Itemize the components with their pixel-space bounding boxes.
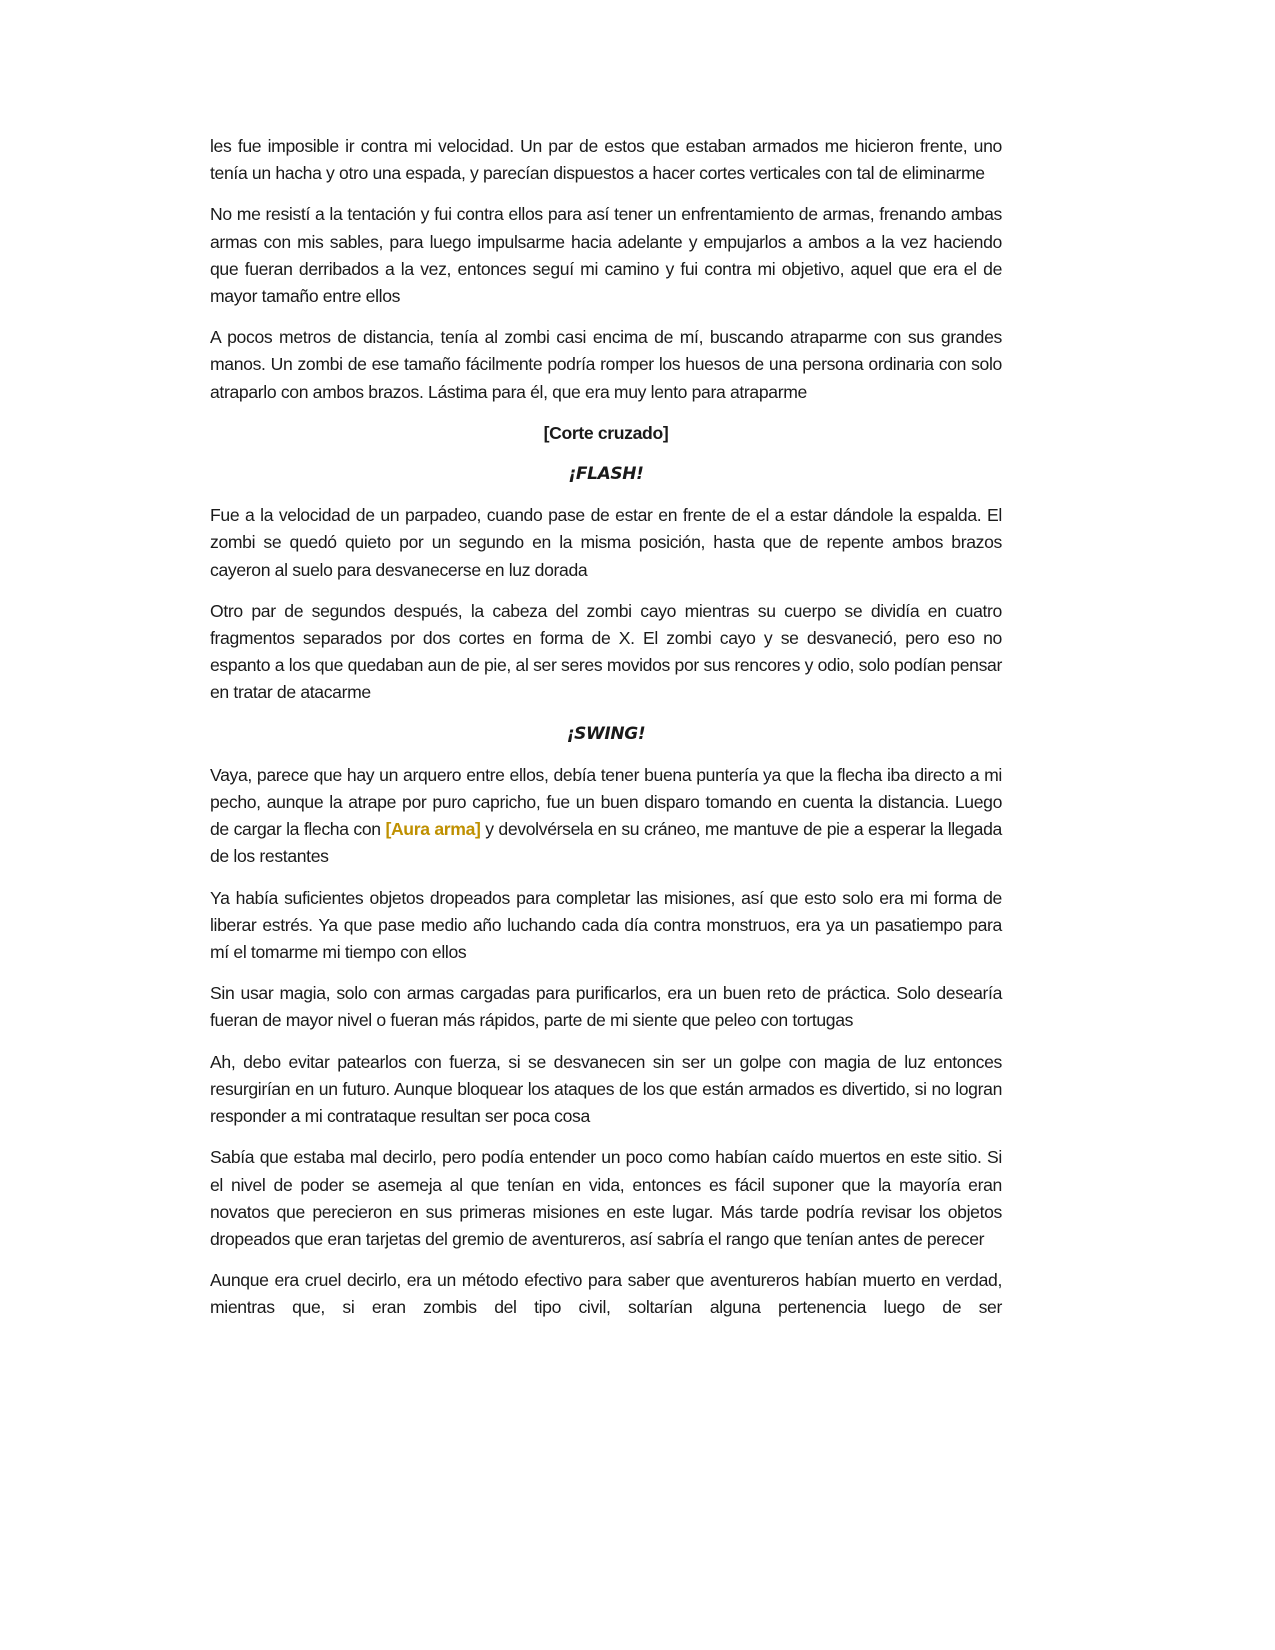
- skill-name: [Aura arma]: [385, 819, 481, 840]
- paragraph-text: y devolvérsela en su cráneo, me mantuve de pie a esperar la llegada de los restantes: [210, 819, 1002, 867]
- paragraph: Fue a la velocidad de un parpadeo, cuando pase de estar en frente de el a estar dándole la espalda. El zombi se quedó quieto por un segundo en la misma posición, hasta que de repente ambos brazos cayeron al suelo para desvanecerse en luz dorada: [210, 505, 1002, 580]
- paragraph: les fue imposible ir contra mi velocidad. Un par de estos que estaban armados me hicieron frente, uno tenía un hacha y otro una espada, y parecían dispuestos a hacer cortes verticales con tal de eliminarme: [210, 136, 1002, 184]
- paragraph: Sabía que estaba mal decirlo, pero podía entender un poco como habían caído muertos en este sitio. Si el nivel de poder se asemeja al que tenían en vida, entonces es fácil suponer que la mayoría eran novatos que perecieron en sus primeras misiones en este lugar. Más tarde podría revisar los objetos dropeados que eran tarjetas del gremio de aventureros, así sabría el rango que tenían antes de perecer: [210, 1147, 1002, 1249]
- skill-heading: [Corte cruzado]: [543, 422, 669, 443]
- paragraph: Aunque era cruel decirlo, era un método efectivo para saber que aventureros habían muerto en verdad, mientras que, si eran zombis del tipo civil, soltarían alguna pertenencia luego de ser: [210, 1270, 1002, 1318]
- paragraph: [210, 762, 1002, 871]
- sound-effect: ¡SWING!: [566, 723, 646, 744]
- paragraph: Sin usar magia, solo con armas cargadas para purificarlos, era un buen reto de práctica. Solo desearía fueran de mayor nivel o fueran más rápidos, parte de mi siente que peleo con tortugas: [210, 983, 1002, 1031]
- document-page: [210, 133, 1002, 1336]
- sound-effect: ¡FLASH!: [568, 464, 644, 485]
- paragraph: A pocos metros de distancia, tenía al zombi casi encima de mí, buscando atraparme con sus grandes manos. Un zombi de ese tamaño fácilmente podría romper los huesos de una persona ordinaria con solo atraparlo con ambos brazos. Lástima para él, que era muy lento para atraparme: [210, 327, 1002, 402]
- paragraph: Otro par de segundos después, la cabeza del zombi cayo mientras su cuerpo se dividía en cuatro fragmentos separados por dos cortes en forma de X. El zombi cayo y se desvaneció, pero eso no espanto a los que quedaban aun de pie, al ser seres movidos por sus rencores y odio, solo podían pensar en tratar de atacarme: [210, 600, 1002, 703]
- paragraph: Ah, debo evitar patearlos con fuerza, si se desvanecen sin ser un golpe con magia de luz entonces resurgirían en un futuro. Aunque bloquear los ataques de los que están armados es divertido, si no logran responder a mi contrataque resultan ser poca cosa: [210, 1051, 1002, 1127]
- paragraph: No me resistí a la tentación y fui contra ellos para así tener un enfrentamiento de armas, frenando ambas armas con mis sables, para luego impulsarme hacia adelante y empujarlos a ambos a la vez haciendo que fueran derribados a la vez, entonces seguí mi camino y fui contra mi objetivo, aquel que era el de mayor tamaño entre ellos: [210, 204, 1002, 307]
- paragraph-text: Vaya, parece que hay un arquero entre ellos, debía tener buena puntería ya que la flecha iba directo a mi pecho, aunque la atrape por puro capricho, fue un buen disparo tomando en cuenta la distancia. Luego de cargar la flecha con: [210, 764, 1002, 840]
- paragraph: Ya había suficientes objetos dropeados para completar las misiones, así que esto solo era mi forma de liberar estrés. Ya que pase medio año luchando cada día contra monstruos, era ya un pasatiempo para mí el tomarme mi tiempo con ellos: [210, 887, 1002, 963]
